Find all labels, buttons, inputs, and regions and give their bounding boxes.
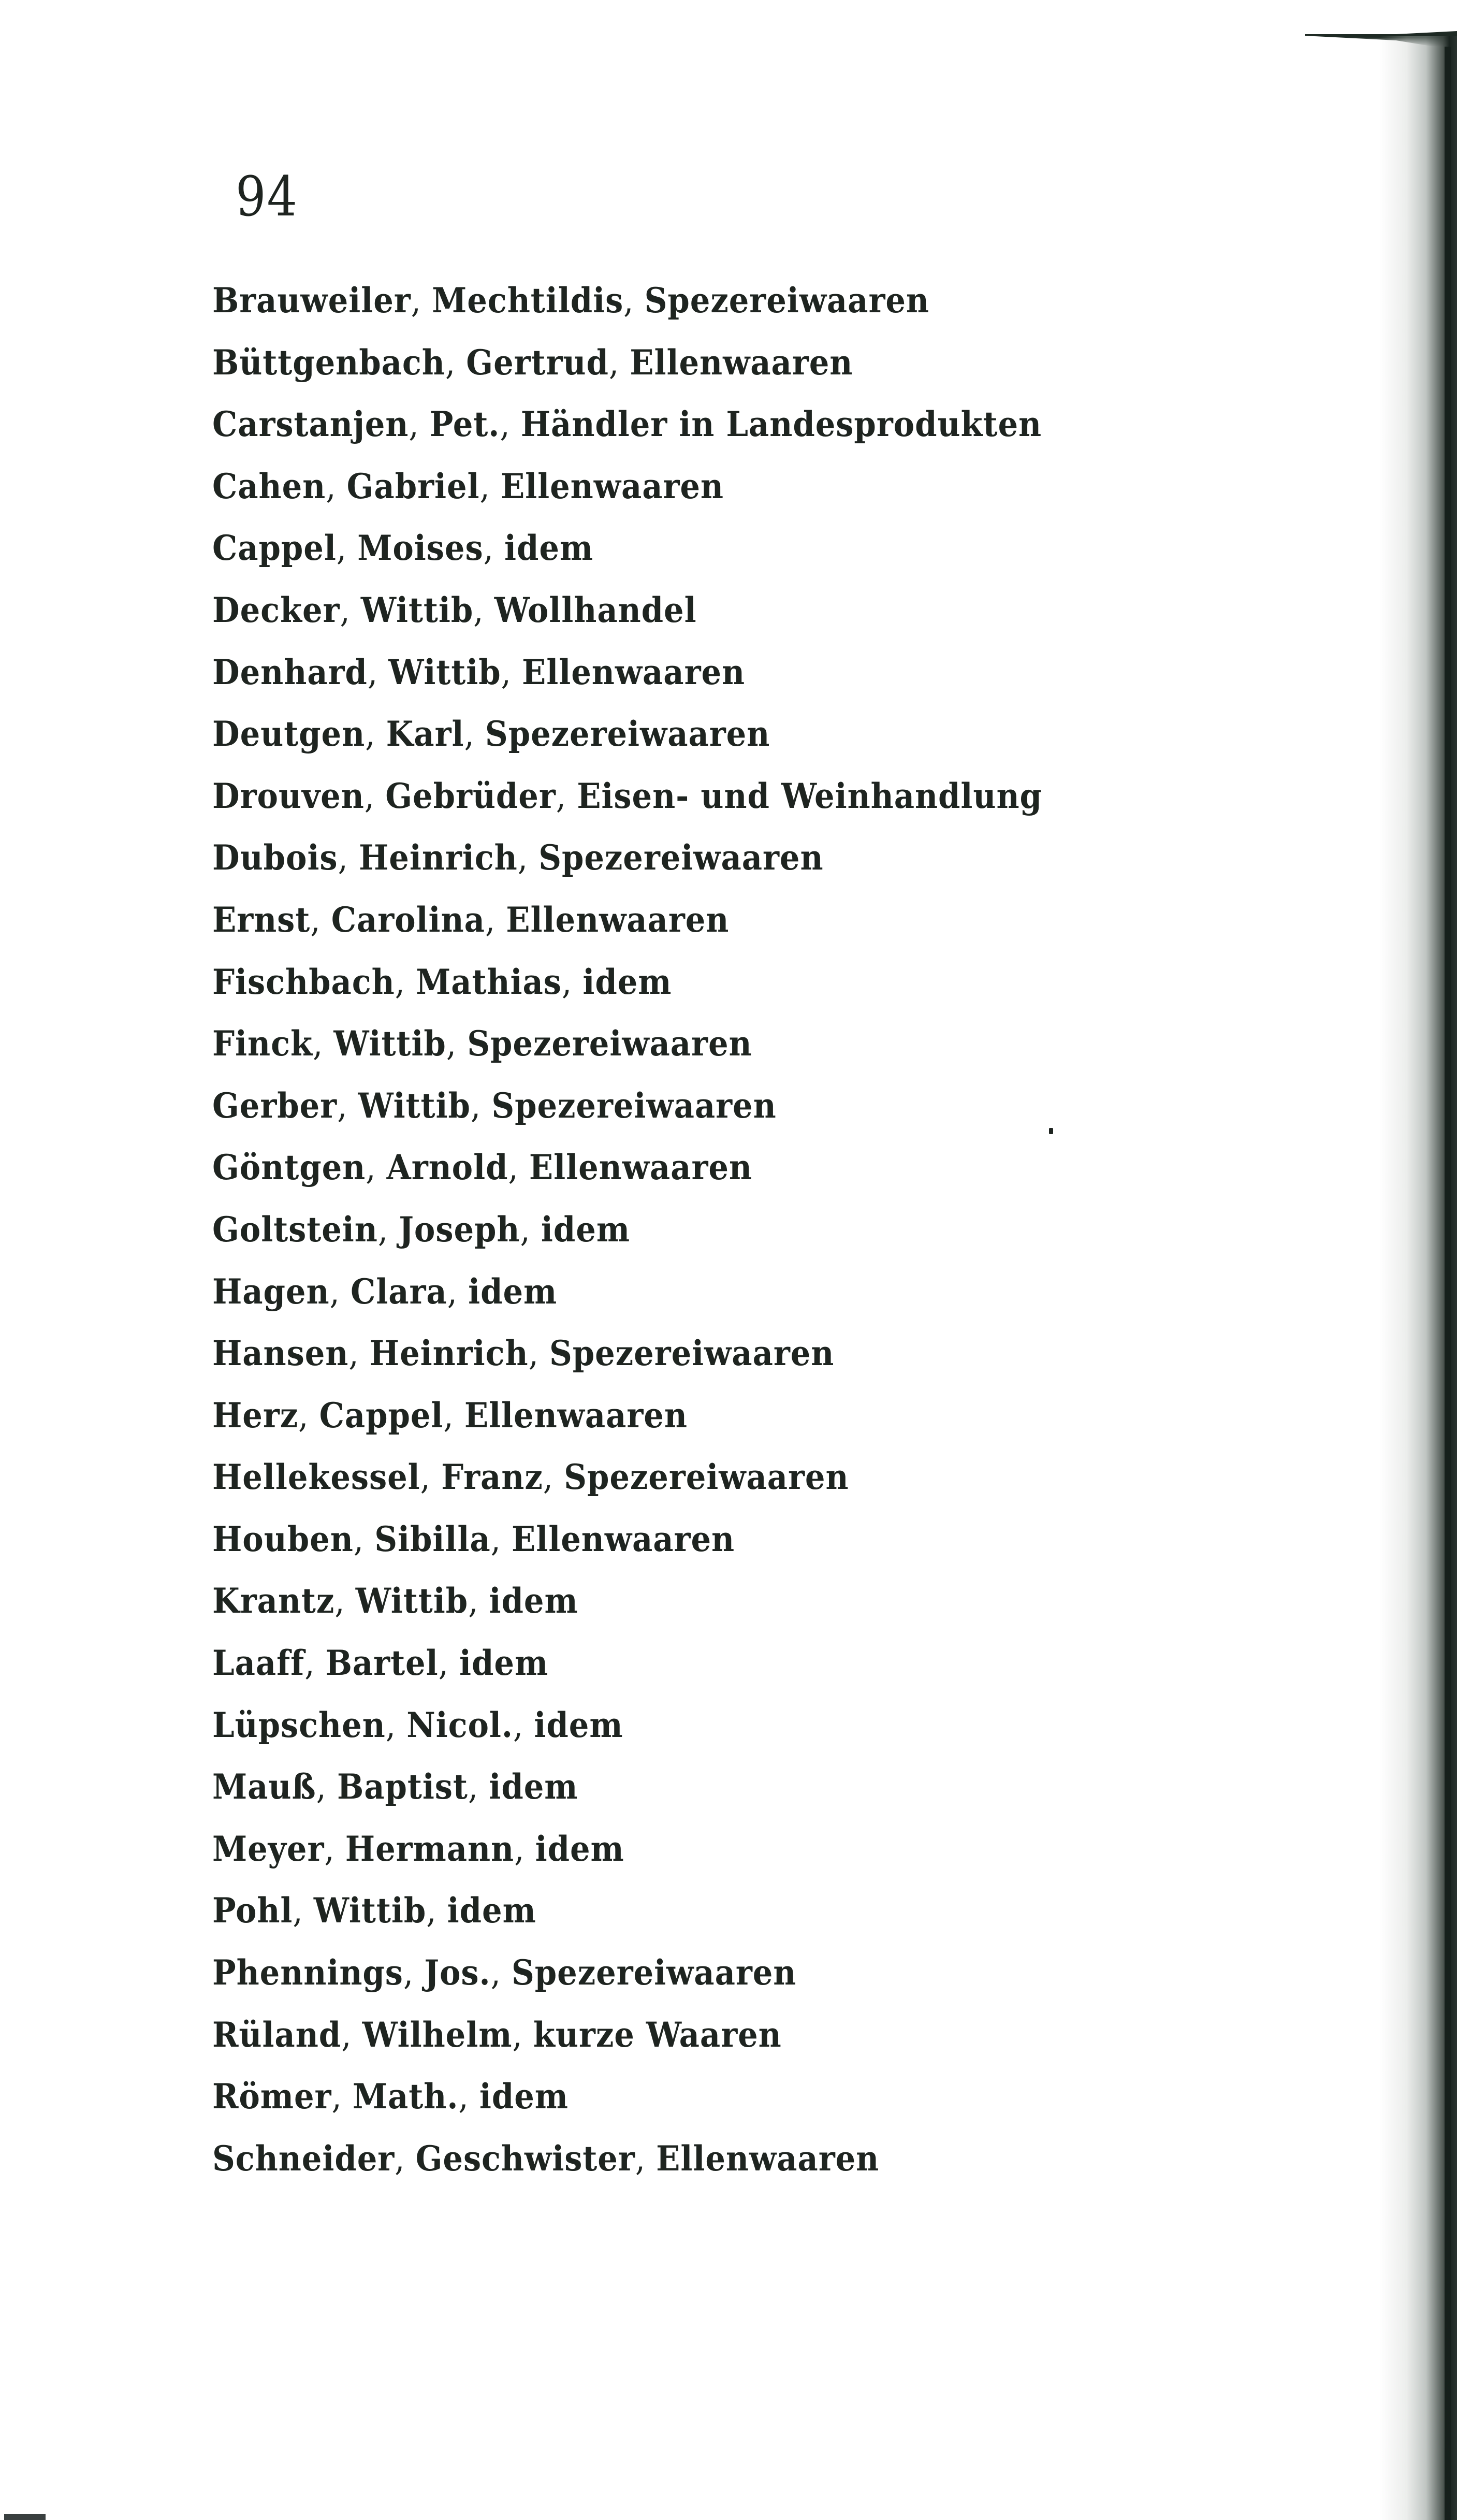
entry-trade: idem (541, 1209, 630, 1250)
separator: , (517, 838, 539, 878)
entry-given-name: Wittib (313, 1890, 427, 1931)
entry-surname: Drouven (212, 775, 365, 816)
directory-entry (212, 527, 1165, 589)
directory-entry (212, 2014, 1165, 2076)
separator: , (336, 528, 358, 569)
separator: , (426, 1891, 447, 1931)
separator: , (310, 900, 331, 940)
directory-entry (212, 1952, 1165, 2014)
entry-surname: Büttgenbach (212, 342, 445, 383)
separator: , (485, 900, 506, 940)
entry-given-name: Nicol. (406, 1704, 513, 1745)
directory-entry (212, 1209, 1165, 1271)
directory-entry (212, 961, 1165, 1023)
entry-surname: Krantz (212, 1581, 335, 1621)
separator: , (561, 962, 583, 1002)
separator: , (326, 466, 347, 506)
directory-entry (212, 1518, 1165, 1581)
separator: , (458, 2077, 479, 2117)
separator: , (341, 2015, 362, 2055)
entry-trade: idem (535, 1828, 624, 1869)
separator: , (520, 1209, 541, 1250)
entry-surname: Decker (212, 589, 340, 630)
separator: , (329, 1271, 351, 1312)
entry-surname: Brauweiler (212, 280, 411, 321)
separator: , (298, 1395, 319, 1436)
entry-trade: idem (447, 1890, 536, 1931)
separator: , (608, 342, 630, 383)
entry-surname: Fischbach (212, 961, 395, 1002)
directory-entry (212, 280, 1165, 342)
entry-surname: Phennings (212, 1952, 403, 1993)
entry-surname: Rüland (212, 2014, 342, 2055)
entry-trade: Spezereiwaaren (491, 1085, 777, 1126)
separator: , (316, 1767, 337, 1807)
entry-surname: Deutgen (212, 714, 366, 755)
separator: , (324, 1829, 345, 1869)
directory-entry (212, 1333, 1165, 1395)
directory-entry (212, 1271, 1165, 1333)
entry-given-name: Sibilla (374, 1518, 491, 1559)
entry-surname: Dubois (212, 837, 338, 878)
entry-given-name: Mathias (416, 961, 562, 1002)
entry-trade: idem (504, 528, 594, 569)
separator: , (340, 590, 361, 630)
entry-trade: idem (468, 1271, 558, 1312)
directory-entry (212, 651, 1165, 714)
entry-trade: Eisen- und Weinhandlung (577, 775, 1042, 816)
entry-trade: Ellenwaaren (506, 899, 730, 940)
separator: , (508, 1148, 529, 1188)
entry-trade: Spezereiwaaren (512, 1952, 797, 1993)
directory-entry (212, 2076, 1165, 2138)
separator: , (543, 1457, 564, 1498)
separator: , (468, 1581, 489, 1621)
entry-trade: Ellenwaaren (522, 651, 746, 692)
separator: , (403, 1953, 425, 1993)
directory-entry (212, 713, 1165, 775)
directory-entry (212, 1456, 1165, 1518)
entry-surname: Cahen (212, 466, 326, 506)
separator: , (420, 1457, 442, 1498)
entry-trade: Händler in Landesprodukten (520, 404, 1042, 445)
entry-trade: Spezereiwaaren (549, 1333, 835, 1374)
directory-entry (212, 1828, 1165, 1890)
directory-entry (212, 899, 1165, 961)
entry-trade: Spezereiwaaren (485, 714, 770, 755)
separator: , (409, 404, 430, 445)
entry-surname: Mauß (212, 1766, 316, 1807)
entry-trade: Ellenwaaren (500, 466, 724, 506)
scan-artifact (4, 2514, 46, 2520)
separator: , (468, 1767, 489, 1807)
entry-trade: Spezereiwaaren (538, 837, 824, 878)
entry-trade: Ellenwaaren (512, 1518, 735, 1559)
entry-trade: Ellenwaaren (656, 2138, 880, 2179)
entry-given-name: Karl (386, 714, 464, 755)
separator: , (395, 962, 416, 1002)
entry-trade: Wollhandel (494, 589, 697, 630)
directory-entry (212, 1890, 1165, 1952)
entry-trade: Spezereiwaaren (644, 280, 929, 321)
entry-given-name: Franz (441, 1457, 543, 1498)
entry-surname: Schneider (212, 2138, 395, 2179)
separator: , (293, 1891, 314, 1931)
separator: , (364, 776, 386, 816)
separator: , (623, 281, 645, 321)
directory-entry (212, 837, 1165, 899)
directory-entry (212, 1395, 1165, 1457)
separator: , (337, 1085, 358, 1126)
separator: , (338, 838, 359, 878)
separator: , (312, 1024, 334, 1064)
entry-trade: Ellenwaaren (464, 1395, 688, 1436)
separator: , (556, 776, 577, 816)
separator: , (635, 2138, 657, 2179)
entry-trade: Spezereiwaaren (564, 1457, 849, 1498)
separator: , (512, 2015, 533, 2055)
entry-surname: Finck (212, 1023, 313, 1064)
entry-given-name: Bartel (325, 1643, 439, 1684)
entry-trade: idem (459, 1643, 549, 1684)
directory-entry (212, 1023, 1165, 1085)
entry-given-name: Hermann (345, 1828, 515, 1869)
separator: , (334, 1581, 356, 1621)
entry-surname: Göntgen (212, 1147, 366, 1188)
entry-given-name: Jos. (424, 1952, 491, 1993)
entry-trade: idem (489, 1766, 578, 1807)
entry-trade: Spezereiwaaren (467, 1023, 752, 1064)
separator: , (445, 342, 467, 383)
entry-surname: Lüpschen (212, 1704, 386, 1745)
entry-given-name: Gebrüder (385, 775, 556, 816)
entry-given-name: Mechtildis (432, 280, 624, 321)
separator: , (501, 652, 522, 692)
entry-given-name: Heinrich (358, 837, 518, 878)
directory-entry (212, 775, 1165, 837)
separator: , (438, 1643, 460, 1684)
directory-entry (212, 1085, 1165, 1147)
entry-surname: Hellekessel (212, 1457, 420, 1498)
entry-given-name: Wilhelm (362, 2014, 513, 2055)
entry-surname: Denhard (212, 651, 368, 692)
entry-surname: Laaff (212, 1643, 305, 1684)
entry-given-name: Cappel (319, 1395, 444, 1436)
directory-entry (212, 1580, 1165, 1642)
separator: , (411, 281, 432, 321)
separator: , (348, 1334, 370, 1374)
separator: , (353, 1519, 375, 1559)
separator: , (366, 1148, 387, 1188)
entry-surname: Hagen (212, 1271, 330, 1312)
entry-trade: idem (582, 961, 672, 1002)
entry-given-name: Moises (357, 528, 484, 569)
entry-given-name: Arnold (386, 1147, 508, 1188)
separator: , (479, 466, 501, 506)
separator: , (490, 1953, 512, 1993)
page-number: 94 (236, 165, 299, 229)
directory-list (212, 280, 1248, 2199)
entry-given-name: Gertrud (466, 342, 609, 383)
separator: , (473, 590, 494, 630)
entry-given-name: Wittib (360, 589, 474, 630)
entry-given-name: Joseph (399, 1209, 520, 1250)
directory-entry (212, 466, 1165, 528)
separator: , (514, 1829, 535, 1869)
separator: , (490, 1519, 512, 1559)
entry-surname: Houben (212, 1518, 354, 1559)
separator: , (377, 1209, 399, 1250)
directory-entry (212, 403, 1165, 466)
separator: , (464, 714, 485, 755)
entry-surname: Goltstein (212, 1209, 378, 1250)
separator: , (470, 1085, 492, 1126)
entry-surname: Carstanjen (212, 404, 409, 445)
entry-surname: Cappel (212, 528, 337, 569)
separator: , (365, 714, 386, 755)
entry-trade: kurze Waaren (533, 2014, 782, 2055)
entry-given-name: Wittib (358, 1085, 471, 1126)
entry-trade: Ellenwaaren (529, 1147, 752, 1188)
separator: , (304, 1643, 326, 1684)
entry-given-name: Carolina (331, 899, 485, 940)
entry-trade: idem (489, 1581, 578, 1621)
directory-entry (212, 1642, 1165, 1704)
entry-given-name: Heinrich (369, 1333, 529, 1374)
separator: , (446, 1024, 468, 1064)
entry-surname: Herz (212, 1395, 299, 1436)
entry-trade: Ellenwaaren (630, 342, 853, 383)
separator: , (528, 1334, 550, 1374)
binding-edge (1445, 47, 1451, 2520)
directory-entry (212, 1766, 1165, 1828)
directory-entry (212, 2138, 1165, 2200)
entry-given-name: Clara (351, 1271, 447, 1312)
entry-trade: idem (534, 1704, 623, 1745)
entry-given-name: Geschwister (415, 2138, 635, 2179)
separator: , (443, 1395, 464, 1436)
entry-given-name: Pet. (429, 404, 500, 445)
directory-entry (212, 589, 1165, 651)
entry-surname: Ernst (212, 899, 311, 940)
entry-trade: idem (479, 2076, 569, 2117)
separator: , (395, 2138, 416, 2179)
separator: , (447, 1271, 469, 1312)
entry-surname: Meyer (212, 1828, 325, 1869)
separator: , (513, 1705, 534, 1745)
directory-entry (212, 1147, 1165, 1209)
entry-given-name: Math. (352, 2076, 459, 2117)
entry-surname: Gerber (212, 1085, 338, 1126)
entry-given-name: Wittib (355, 1581, 469, 1621)
separator: , (483, 528, 505, 569)
entry-given-name: Gabriel (346, 466, 480, 506)
separator: , (500, 404, 521, 445)
entry-surname: Pohl (212, 1890, 293, 1931)
entry-given-name: Wittib (388, 651, 501, 692)
separator: , (385, 1705, 407, 1745)
entry-surname: Hansen (212, 1333, 349, 1374)
separator: , (367, 652, 389, 692)
directory-entry (212, 342, 1165, 404)
entry-surname: Römer (212, 2076, 332, 2117)
directory-entry (212, 1704, 1165, 1766)
entry-given-name: Baptist (337, 1766, 468, 1807)
separator: , (331, 2077, 353, 2117)
entry-given-name: Wittib (333, 1023, 446, 1064)
